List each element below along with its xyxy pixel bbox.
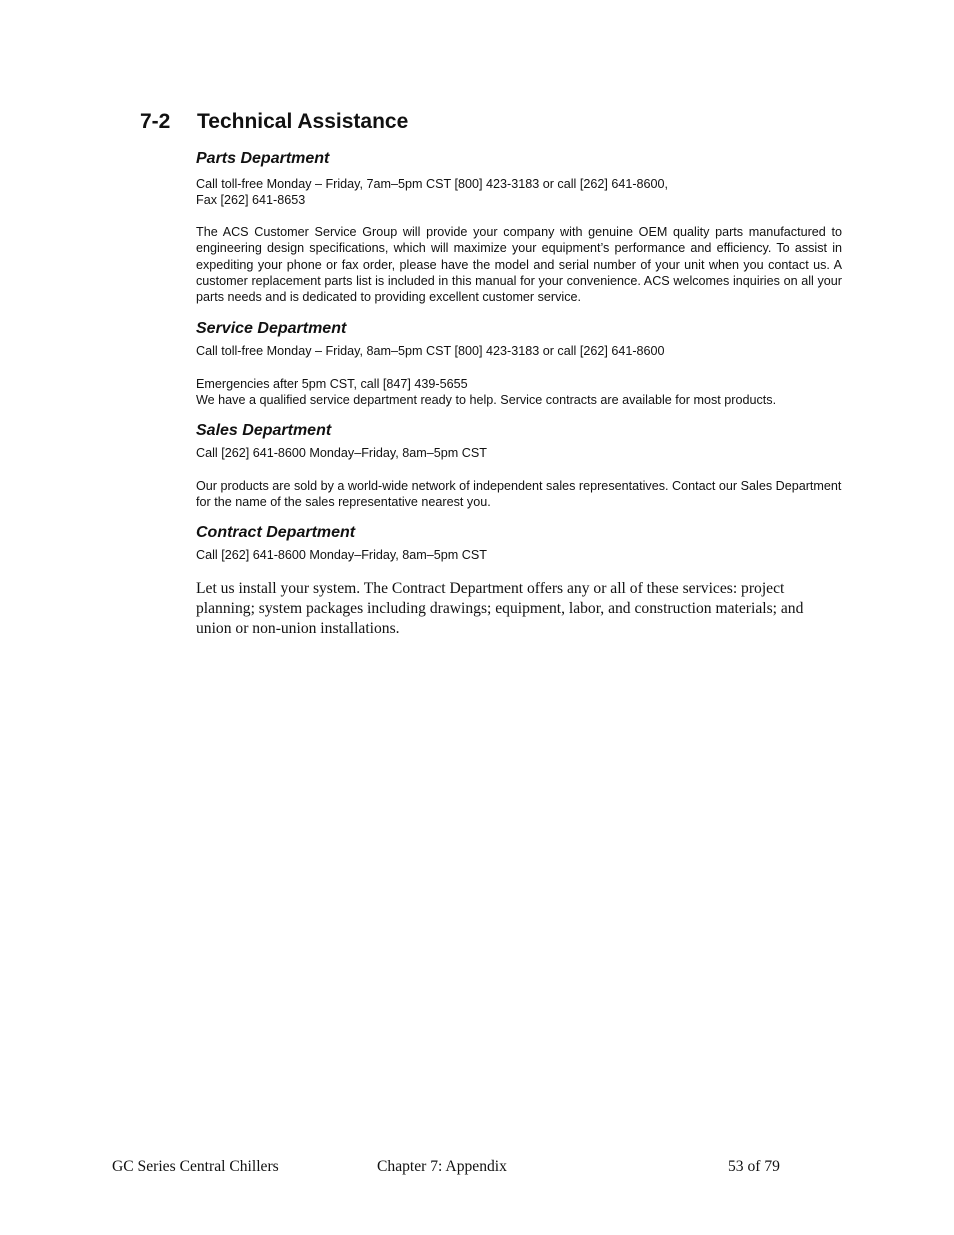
contract-contact-line: Call [262] 641-8600 Monday–Friday, 8am–5pm CST — [196, 548, 487, 563]
footer-chapter: Chapter 7: Appendix — [377, 1158, 507, 1175]
contract-department-title: Contract Department — [196, 524, 356, 542]
sales-description: Our products are sold by a world-wide network of independent sales representatives. Contact our Sales Department for the name of the sales representative nearest you. — [196, 478, 842, 510]
footer-page-number: 53 of 79 — [728, 1158, 780, 1175]
service-emergency-line: Emergencies after 5pm CST, call [847] 439-5655 — [196, 376, 468, 391]
parts-contact-line: Call toll-free Monday – Friday, 7am–5pm CST [800] 423-3183 or call [262] 641-8600, — [196, 177, 669, 191]
sales-contact-line: Call [262] 641-8600 Monday–Friday, 8am–5pm CST — [196, 446, 487, 461]
service-department-title: Service Department — [196, 319, 347, 337]
contract-department — [196, 522, 842, 638]
section-number: 7-2 — [140, 110, 171, 133]
service-description: We have a qualified service department ready to help. Service contracts are available for most products. — [196, 393, 777, 408]
parts-fax-line: Fax [262] 641-8653 — [196, 193, 306, 208]
sales-department — [196, 420, 842, 510]
section-title: Technical Assistance — [197, 110, 409, 133]
section-heading — [140, 108, 408, 136]
parts-department-title: Parts Department — [196, 150, 330, 167]
sales-department-title: Sales Department — [196, 422, 332, 440]
service-department — [196, 318, 842, 409]
contract-description: Let us install your system. The Contract Department offers any or all of these services: project planning; system packages including drawings; equipment, labor, and construction materials; and union or non-union installations. — [196, 579, 804, 637]
service-contact-line: Call toll-free Monday – Friday, 8am–5pm CST [800] 423-3183 or call [262] 641-8600 — [196, 343, 665, 358]
section-content — [196, 148, 842, 639]
parts-description: The ACS Customer Service Group will provide your company with genuine OEM quality parts manufactured to engineering design specifications, which will maximize your equipment’s performance and efficiency. To assist in expediting your phone or fax order, please have the model and serial number of your unit when you contact us. A customer replacement parts list is included in this manual for your convenience. ACS welcomes inquiries on all your parts needs and is dedicated to providing excellent customer service. — [196, 225, 842, 305]
footer-product-name: GC Series Central Chillers — [112, 1158, 279, 1175]
parts-department — [196, 148, 842, 306]
